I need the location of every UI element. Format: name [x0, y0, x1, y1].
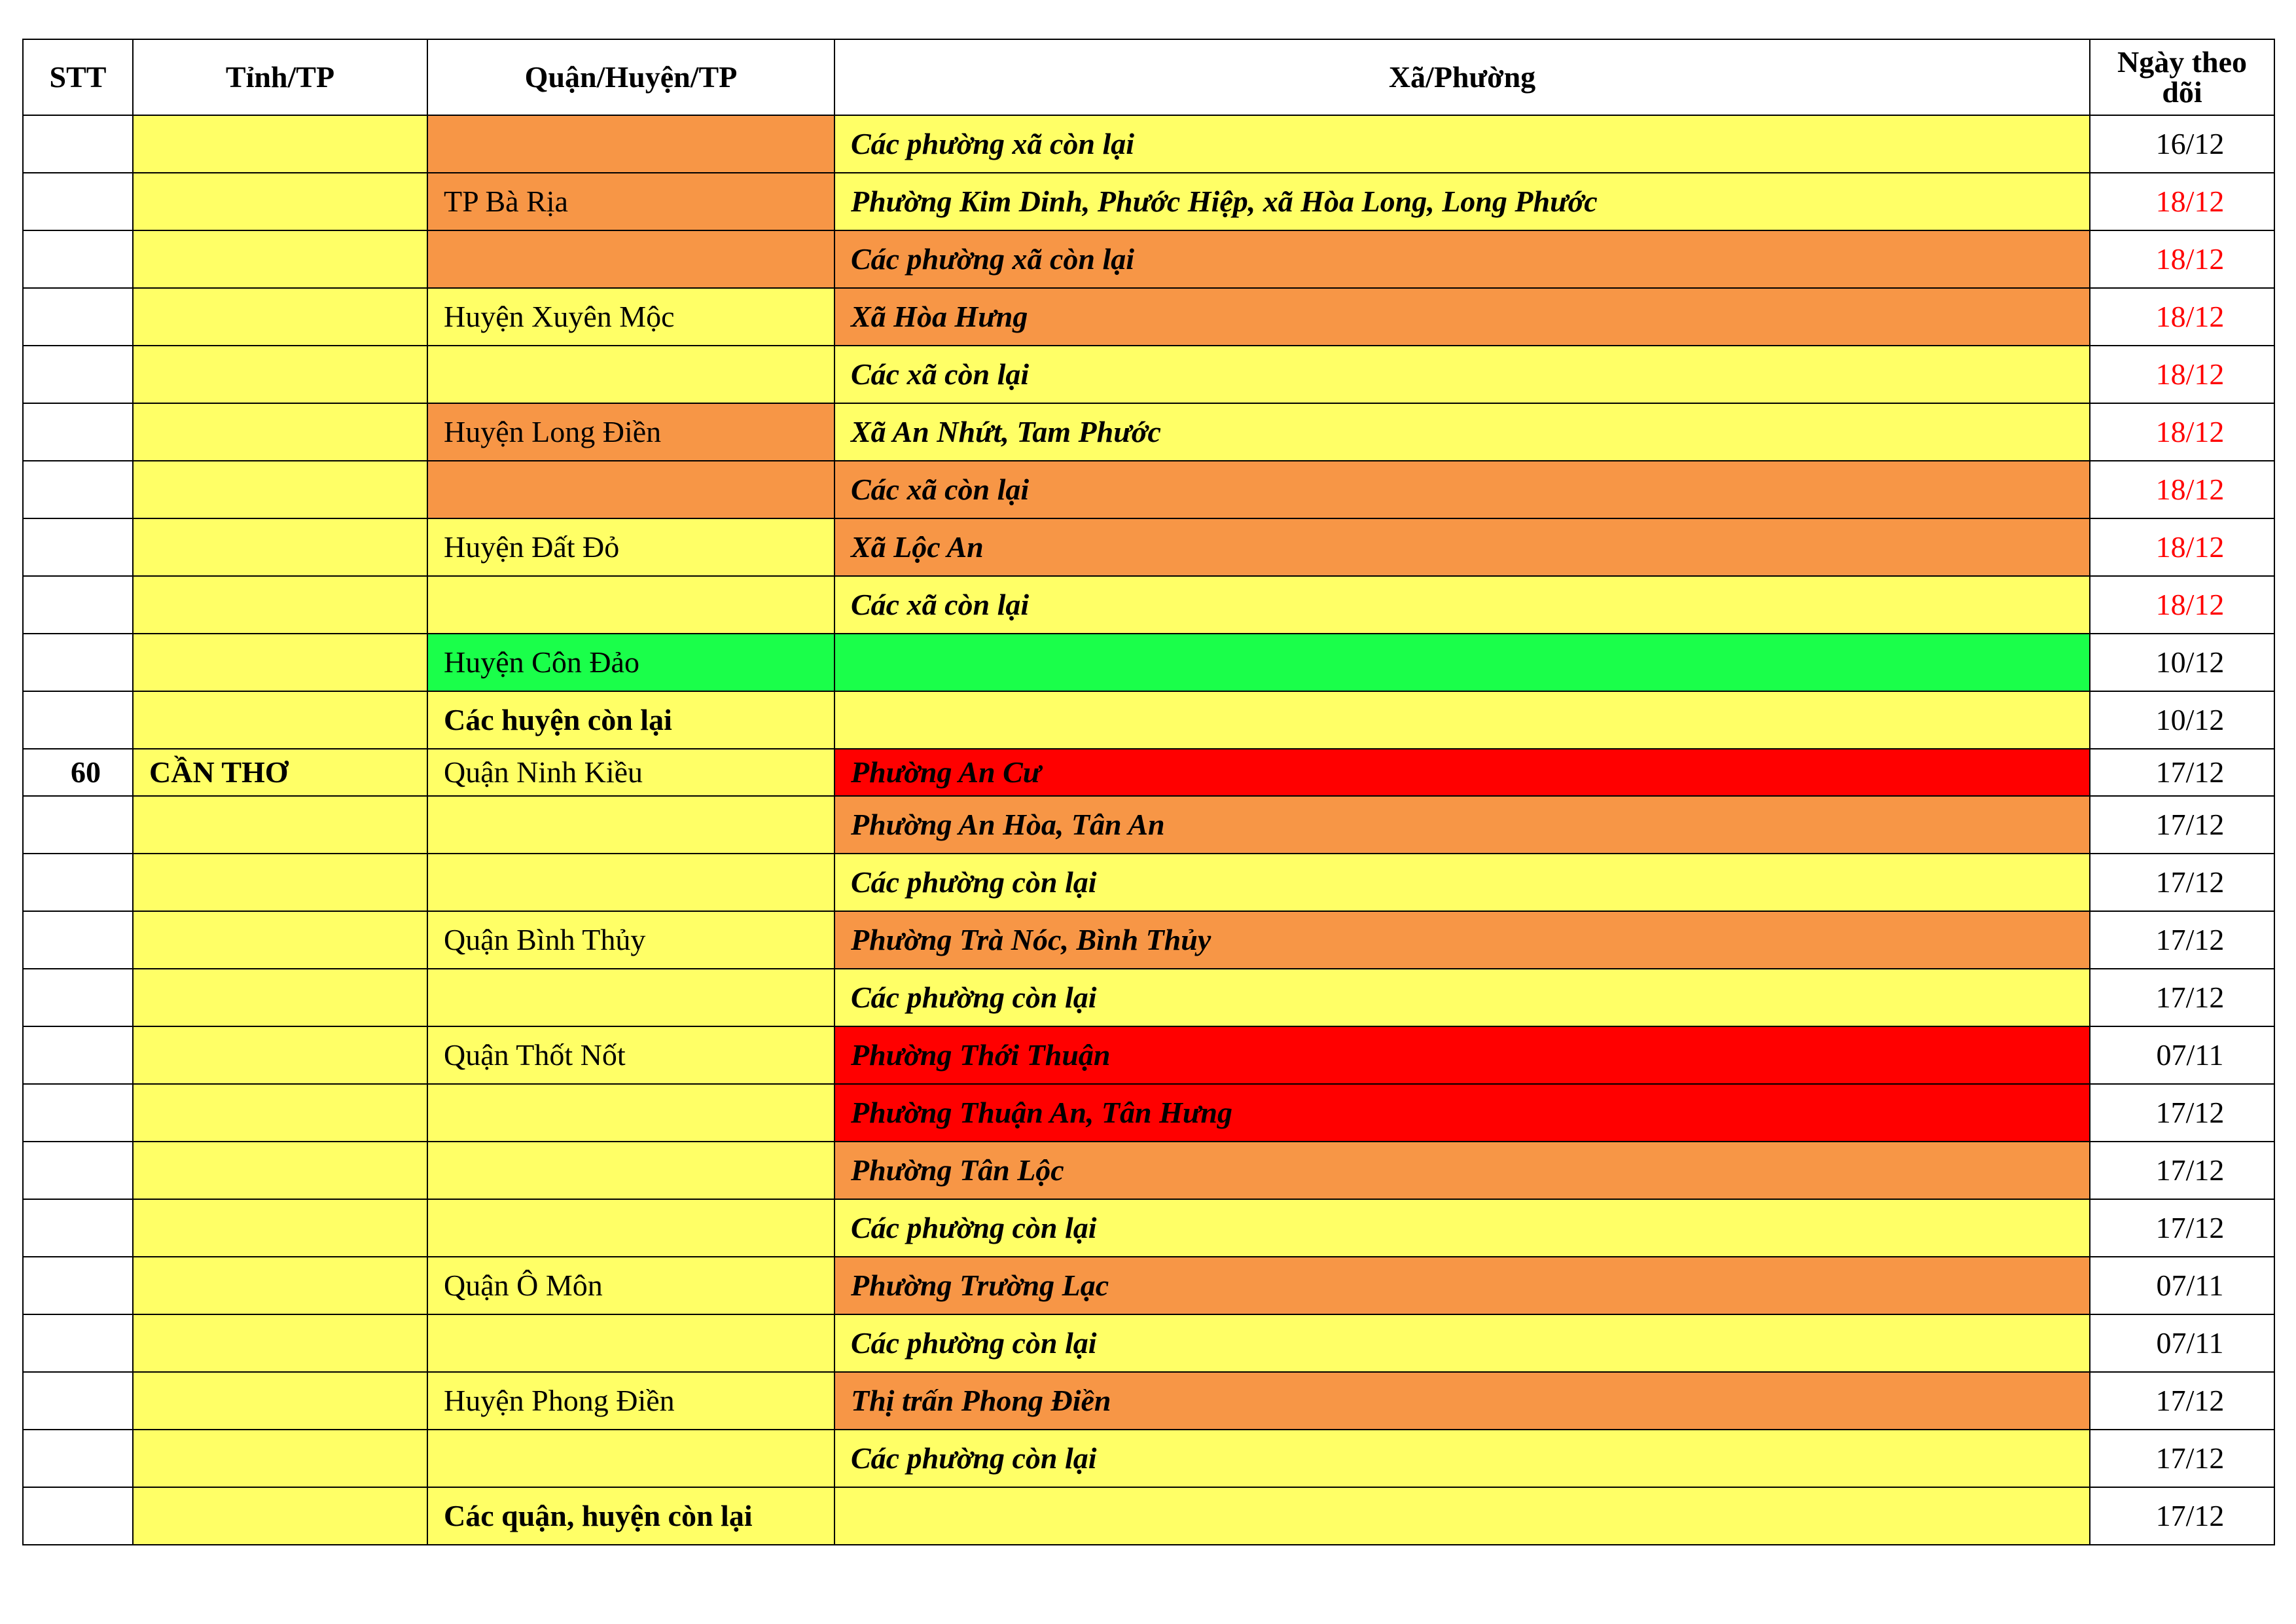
province-cell — [133, 173, 427, 230]
province-cell — [133, 346, 427, 403]
ward-cell: Phường An Cư — [834, 749, 2090, 796]
district-cell — [427, 1084, 834, 1142]
province-cell — [133, 1142, 427, 1199]
stt-cell — [23, 403, 133, 461]
province-cell — [133, 1487, 427, 1545]
table-row — [23, 115, 2274, 173]
province-cell — [133, 796, 427, 854]
tracking-date-cell: 17/12 — [2090, 1487, 2274, 1545]
header-district: Quận/Huyện/TP — [427, 39, 834, 115]
ward-cell: Các phường còn lại — [834, 1430, 2090, 1487]
stt-cell — [23, 1142, 133, 1199]
district-cell — [427, 1430, 834, 1487]
ward-cell: Phường Kim Dinh, Phước Hiệp, xã Hòa Long, Long Phước — [834, 173, 2090, 230]
district-cell — [427, 346, 834, 403]
tracking-date-cell: 07/11 — [2090, 1314, 2274, 1372]
tracking-date-cell: 10/12 — [2090, 691, 2274, 749]
tracking-date-cell: 07/11 — [2090, 1257, 2274, 1314]
stt-cell — [23, 969, 133, 1026]
ward-cell: Xã An Nhứt, Tam Phước — [834, 403, 2090, 461]
table-row — [23, 634, 2274, 691]
tracking-date-cell: 17/12 — [2090, 1199, 2274, 1257]
ward-cell: Phường Tân Lộc — [834, 1142, 2090, 1199]
tracking-date-cell: 17/12 — [2090, 1142, 2274, 1199]
header-province: Tỉnh/TP — [133, 39, 427, 115]
ward-cell: Phường Trà Nóc, Bình Thủy — [834, 911, 2090, 969]
tracking-date-cell: 18/12 — [2090, 230, 2274, 288]
province-cell — [133, 1314, 427, 1372]
tracking-date-cell: 17/12 — [2090, 1430, 2274, 1487]
province-cell — [133, 288, 427, 346]
tracking-date-cell: 17/12 — [2090, 796, 2274, 854]
table-row — [23, 691, 2274, 749]
tracking-date-cell: 16/12 — [2090, 115, 2274, 173]
province-cell — [133, 1084, 427, 1142]
table-row — [23, 1142, 2274, 1199]
table-body — [23, 115, 2274, 1545]
table-row — [23, 854, 2274, 911]
table-row — [23, 1372, 2274, 1430]
province-cell — [133, 634, 427, 691]
tracking-date-cell: 17/12 — [2090, 969, 2274, 1026]
ward-cell: Xã Lộc An — [834, 518, 2090, 576]
district-cell: Quận Ninh Kiều — [427, 749, 834, 796]
table-row — [23, 796, 2274, 854]
ward-cell — [834, 634, 2090, 691]
stt-cell — [23, 1430, 133, 1487]
stt-cell — [23, 1199, 133, 1257]
table-row — [23, 518, 2274, 576]
tracking-date-cell: 17/12 — [2090, 1084, 2274, 1142]
province-cell: CẦN THƠ — [133, 749, 427, 796]
table-row — [23, 346, 2274, 403]
tracking-date-cell: 17/12 — [2090, 854, 2274, 911]
district-cell — [427, 461, 834, 518]
table-row — [23, 911, 2274, 969]
district-cell: Các quận, huyện còn lại — [427, 1487, 834, 1545]
stt-cell — [23, 346, 133, 403]
stt-cell — [23, 854, 133, 911]
district-cell — [427, 969, 834, 1026]
ward-cell — [834, 691, 2090, 749]
table-row — [23, 1026, 2274, 1084]
table-row — [23, 1314, 2274, 1372]
table-row — [23, 288, 2274, 346]
table-row — [23, 461, 2274, 518]
ward-cell: Xã Hòa Hưng — [834, 288, 2090, 346]
district-cell: Huyện Côn Đảo — [427, 634, 834, 691]
stt-cell — [23, 461, 133, 518]
ward-cell: Các phường xã còn lại — [834, 115, 2090, 173]
tracking-date-cell: 18/12 — [2090, 173, 2274, 230]
table-row — [23, 1430, 2274, 1487]
province-cell — [133, 403, 427, 461]
district-cell — [427, 576, 834, 634]
stt-cell — [23, 911, 133, 969]
stt-cell — [23, 1372, 133, 1430]
ward-cell — [834, 1487, 2090, 1545]
ward-cell: Các phường còn lại — [834, 1199, 2090, 1257]
ward-cell: Các phường xã còn lại — [834, 230, 2090, 288]
district-cell: Quận Thốt Nốt — [427, 1026, 834, 1084]
ward-cell: Các xã còn lại — [834, 346, 2090, 403]
table-row — [23, 1084, 2274, 1142]
district-cell: Huyện Xuyên Mộc — [427, 288, 834, 346]
district-cell: TP Bà Rịa — [427, 173, 834, 230]
province-cell — [133, 1026, 427, 1084]
district-cell: Các huyện còn lại — [427, 691, 834, 749]
header-tracking-date — [2090, 39, 2274, 115]
table-row — [23, 1487, 2274, 1545]
stt-cell — [23, 1026, 133, 1084]
header-date-line1: Ngày theo — [2117, 45, 2248, 79]
stt-cell — [23, 576, 133, 634]
header-date-line2: dõi — [2162, 75, 2202, 109]
tracking-date-cell: 18/12 — [2090, 403, 2274, 461]
table-row — [23, 749, 2274, 796]
province-cell — [133, 969, 427, 1026]
province-cell — [133, 1372, 427, 1430]
stt-cell — [23, 1084, 133, 1142]
province-cell — [133, 911, 427, 969]
ward-cell: Phường An Hòa, Tân An — [834, 796, 2090, 854]
table-row — [23, 403, 2274, 461]
stt-cell — [23, 1314, 133, 1372]
ward-cell: Các phường còn lại — [834, 1314, 2090, 1372]
tracking-date-cell: 18/12 — [2090, 346, 2274, 403]
table-row — [23, 1199, 2274, 1257]
stt-cell — [23, 173, 133, 230]
stt-cell — [23, 691, 133, 749]
province-cell — [133, 1257, 427, 1314]
header-stt: STT — [23, 39, 133, 115]
tracking-date-cell: 18/12 — [2090, 288, 2274, 346]
ward-cell: Các xã còn lại — [834, 461, 2090, 518]
header-ward: Xã/Phường — [834, 39, 2090, 115]
district-cell — [427, 115, 834, 173]
ward-cell: Phường Trường Lạc — [834, 1257, 2090, 1314]
tracking-table — [22, 39, 2275, 1545]
district-cell — [427, 854, 834, 911]
stt-cell — [23, 634, 133, 691]
ward-cell: Phường Thuận An, Tân Hưng — [834, 1084, 2090, 1142]
province-cell — [133, 854, 427, 911]
tracking-date-cell: 07/11 — [2090, 1026, 2274, 1084]
table-row — [23, 173, 2274, 230]
province-cell — [133, 1199, 427, 1257]
district-cell: Quận Ô Môn — [427, 1257, 834, 1314]
tracking-date-cell: 17/12 — [2090, 749, 2274, 796]
tracking-date-cell: 18/12 — [2090, 576, 2274, 634]
ward-cell: Các phường còn lại — [834, 969, 2090, 1026]
stt-cell — [23, 796, 133, 854]
ward-cell: Thị trấn Phong Điền — [834, 1372, 2090, 1430]
district-cell: Huyện Long Điền — [427, 403, 834, 461]
province-cell — [133, 461, 427, 518]
ward-cell: Các phường còn lại — [834, 854, 2090, 911]
header-row — [23, 39, 2274, 115]
province-cell — [133, 518, 427, 576]
province-cell — [133, 230, 427, 288]
table-row — [23, 1257, 2274, 1314]
stt-cell: 60 — [23, 749, 133, 796]
tracking-date-cell: 10/12 — [2090, 634, 2274, 691]
ward-cell: Các xã còn lại — [834, 576, 2090, 634]
table-row — [23, 969, 2274, 1026]
stt-cell — [23, 288, 133, 346]
district-cell — [427, 796, 834, 854]
stt-cell — [23, 230, 133, 288]
province-cell — [133, 115, 427, 173]
district-cell — [427, 1142, 834, 1199]
province-cell — [133, 691, 427, 749]
province-cell — [133, 1430, 427, 1487]
table-row — [23, 576, 2274, 634]
district-cell: Huyện Phong Điền — [427, 1372, 834, 1430]
stt-cell — [23, 1257, 133, 1314]
stt-cell — [23, 1487, 133, 1545]
district-cell: Quận Bình Thủy — [427, 911, 834, 969]
district-cell — [427, 1199, 834, 1257]
ward-cell: Phường Thới Thuận — [834, 1026, 2090, 1084]
tracking-date-cell: 18/12 — [2090, 461, 2274, 518]
district-cell — [427, 1314, 834, 1372]
tracking-date-cell: 17/12 — [2090, 911, 2274, 969]
stt-cell — [23, 518, 133, 576]
province-cell — [133, 576, 427, 634]
tracking-date-cell: 17/12 — [2090, 1372, 2274, 1430]
table-row — [23, 230, 2274, 288]
district-cell: Huyện Đất Đỏ — [427, 518, 834, 576]
district-cell — [427, 230, 834, 288]
stt-cell — [23, 115, 133, 173]
tracking-date-cell: 18/12 — [2090, 518, 2274, 576]
